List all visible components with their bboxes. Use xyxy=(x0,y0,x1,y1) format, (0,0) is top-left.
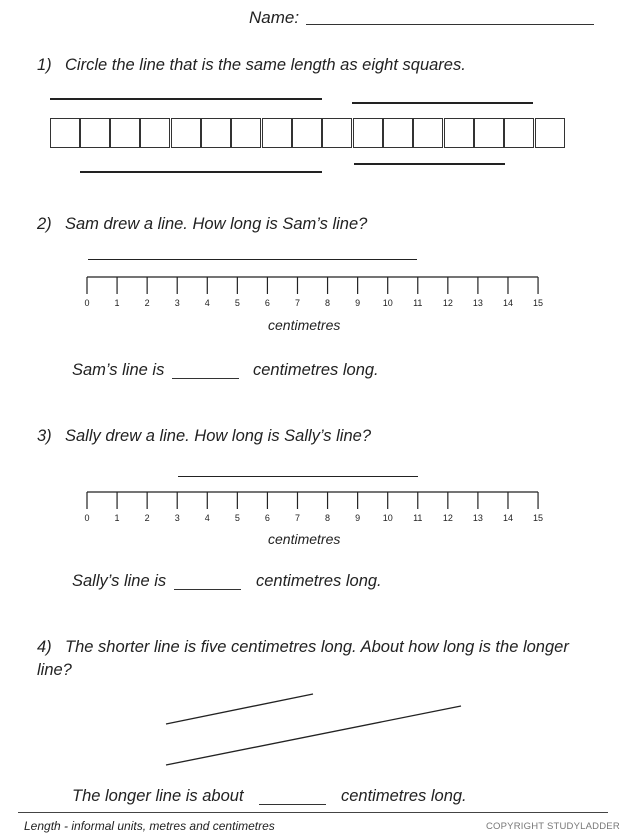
q2-ruler-label: 12 xyxy=(442,298,453,308)
q3-ruler-label: 6 xyxy=(264,513,270,523)
q2-ruler-label: 9 xyxy=(355,298,361,308)
q2-ruler-label: 6 xyxy=(264,298,270,308)
q3-number: 3) xyxy=(37,427,52,445)
q2-unit-label: centimetres xyxy=(268,317,341,333)
q2-number: 2) xyxy=(37,215,52,233)
q3-answer-prefix: Sally’s line is xyxy=(72,572,167,590)
q1-number: 1) xyxy=(37,56,52,74)
q2-ruler-label: 3 xyxy=(174,298,180,308)
q3-ruler-label: 14 xyxy=(502,513,513,523)
q3-ruler-label: 10 xyxy=(382,513,393,523)
q3-ruler-label: 1 xyxy=(114,513,120,523)
q3-ruler-label: 3 xyxy=(174,513,180,523)
q2-ruler-label: 13 xyxy=(472,298,483,308)
footer-rule xyxy=(18,812,608,813)
q3-ruler-label: 15 xyxy=(533,513,544,523)
q3-ruler-label: 4 xyxy=(204,513,210,523)
q4-text-line1: The shorter line is five centimetres long. About how long is the longer xyxy=(65,638,569,656)
q2-answer-suffix: centimetres long. xyxy=(253,361,379,379)
q3-ruler-label: 13 xyxy=(472,513,483,523)
q2-answer-prefix: Sam’s line is xyxy=(72,361,165,379)
q2-ruler-label: 14 xyxy=(502,298,513,308)
q4-text-line2: line? xyxy=(37,661,72,679)
q1-text: Circle the line that is the same length as eight squares. xyxy=(65,56,466,74)
q2-ruler-label: 10 xyxy=(382,298,393,308)
q2-ruler-label: 0 xyxy=(84,298,90,308)
q3-ruler-label: 7 xyxy=(294,513,300,523)
q2-ruler-label: 11 xyxy=(413,298,423,308)
q3-ruler-label: 0 xyxy=(84,513,90,523)
q4-answer-suffix: centimetres long. xyxy=(341,787,467,805)
q2-ruler-label: 15 xyxy=(533,298,544,308)
q2-ruler-label: 8 xyxy=(325,298,331,308)
q4-shorter-line xyxy=(166,694,313,724)
q4-number: 4) xyxy=(37,638,52,656)
q3-unit-label: centimetres xyxy=(268,531,341,547)
q4-answer-prefix: The longer line is about xyxy=(72,787,244,805)
q3-text: Sally drew a line. How long is Sally’s line? xyxy=(65,427,372,445)
q2-text: Sam drew a line. How long is Sam’s line? xyxy=(65,215,368,233)
q4-answer-blank[interactable] xyxy=(259,804,326,805)
q3-ruler-label: 12 xyxy=(442,513,453,523)
q3-ruler-label: 5 xyxy=(234,513,240,523)
q2-ruler-label: 1 xyxy=(114,298,120,308)
q2-ruler-label: 5 xyxy=(234,298,240,308)
footer-copyright: COPYRIGHT STUDYLADDER xyxy=(486,821,620,832)
q3-answer-suffix: centimetres long. xyxy=(256,572,382,590)
q2-ruler-label: 2 xyxy=(144,298,150,308)
q2-ruler-label: 7 xyxy=(294,298,300,308)
q3-ruler-label: 9 xyxy=(355,513,361,523)
name-label: Name: xyxy=(249,8,300,27)
q3-ruler-label: 8 xyxy=(325,513,331,523)
q3-ruler-label: 2 xyxy=(144,513,150,523)
footer-topic: Length - informal units, metres and centimetres xyxy=(24,819,275,833)
q3-ruler-label: 11 xyxy=(413,513,423,523)
q2-ruler-label: 4 xyxy=(204,298,210,308)
